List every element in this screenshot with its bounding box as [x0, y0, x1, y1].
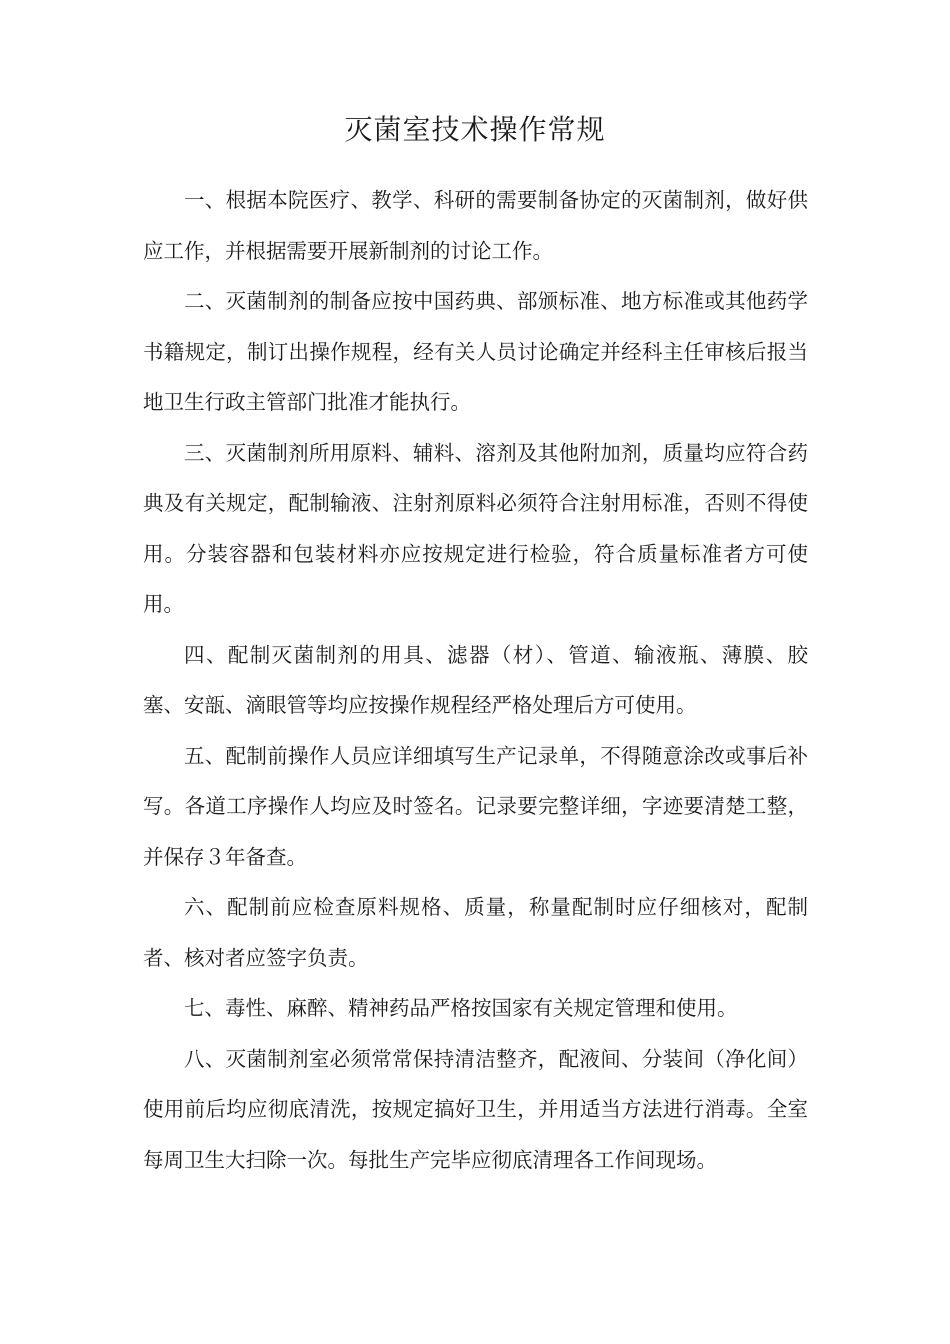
paragraph-1: 一、根据本院医疗、教学、科研的需要制备协定的灭菌制剂，做好供应工作，并根据需要开展新制剂的讨论工作。 — [143, 188, 808, 263]
paragraph-6: 六、配制前应检查原料规格、质量，称量配制时应仔细核对，配制者、核对者应签字负责。 — [143, 895, 808, 970]
paragraph-4: 四、配制灭菌制剂的用具、滤器（材）、管道、输液瓶、薄膜、胶塞、安瓿、滴眼管等均应按操作规程经严格处理后方可使用。 — [143, 642, 808, 717]
document-body — [143, 175, 808, 1185]
document-title: 灭菌室技术操作常规 — [344, 113, 606, 146]
paragraph-5: 五、配制前操作人员应详细填写生产记录单，不得随意涂改或事后补写。各道工序操作人均应及时签名。记录要完整详细，字迹要清楚工整，并保存３年备查。 — [143, 743, 808, 869]
paragraph-2: 二、灭菌制剂的制备应按中国药典、部颁标准、地方标准或其他药学书籍规定，制订出操作规程，经有关人员讨论确定并经科主任审核后报当地卫生行政主管部门批准才能执行。 — [143, 289, 808, 414]
paragraph-3: 三、灭菌制剂所用原料、辅料、溶剂及其他附加剂，质量均应符合药典及有关规定，配制输液、注射剂原料必须符合注射用标准，否则不得使用。分装容器和包装材料亦应按规定进行检验，符合质量标准者方可使用。 — [143, 440, 808, 616]
paragraph-8: 八、灭菌制剂室必须常常保持清洁整齐，配液间、分装间（净化间）使用前后均应彻底清洗，按规定搞好卫生，并用适当方法进行消毒。全室每周卫生大扫除一次。每批生产完毕应彻底清理各工作间现场。 — [143, 1046, 808, 1172]
paragraph-7: 七、毒性、麻醉、精神药品严格按国家有关规定管理和使用。 — [184, 996, 738, 1020]
